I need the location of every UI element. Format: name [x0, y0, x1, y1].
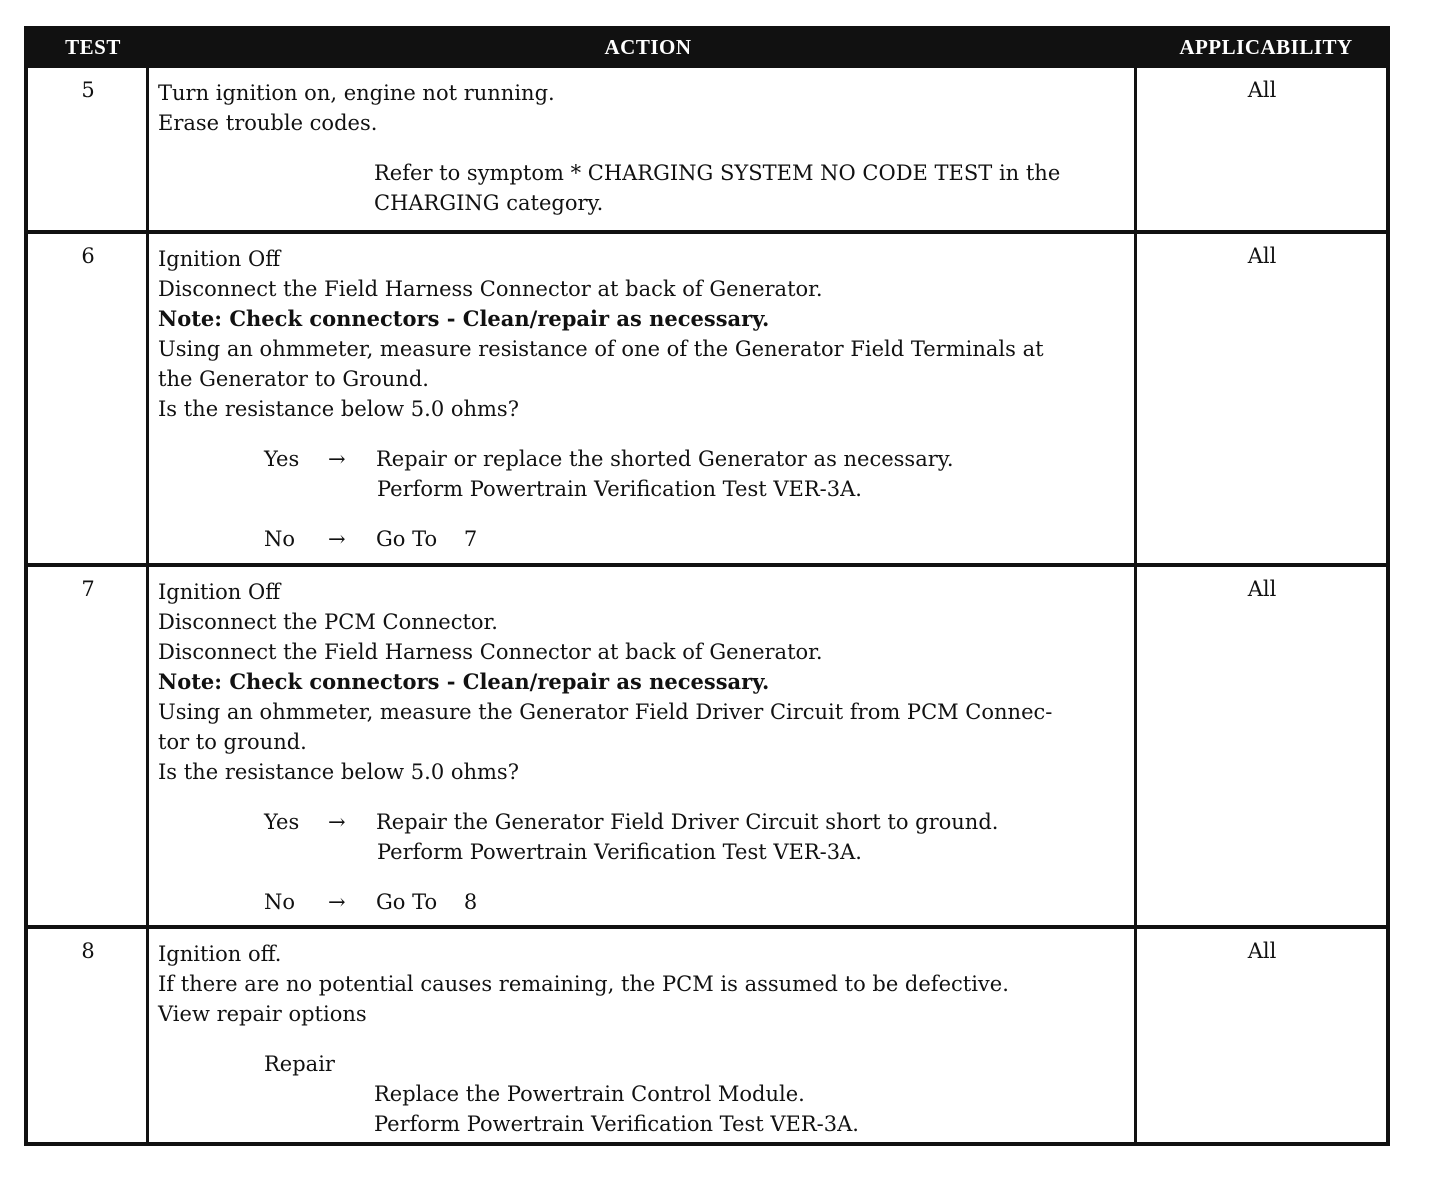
action-cell [158, 577, 1138, 917]
test-number: 6 [81, 244, 95, 268]
reference-line: Refer to symptom * CHARGING SYSTEM NO CODE TEST in the [374, 161, 1061, 185]
repair-label: Repair [264, 1052, 335, 1076]
table-header [28, 30, 1386, 68]
action-line: Turn ignition on, engine not running. [158, 81, 555, 105]
diagnostic-test-table [24, 26, 1390, 1146]
yes-result-cont: Perform Powertrain Verification Test VER-3A. [377, 840, 862, 864]
no-result: Go To 7 [376, 527, 478, 551]
note-line: Note: Check connectors - Clean/repair as necessary. [158, 306, 770, 331]
no-result: Go To 8 [376, 890, 478, 914]
action-line: Ignition Off [158, 580, 281, 604]
arrow-right-icon: → [328, 890, 346, 914]
action-line: If there are no potential causes remaining, the PCM is assumed to be defective. [158, 972, 1009, 996]
yes-result: Repair the Generator Field Driver Circuit short to ground. [376, 810, 999, 834]
reference-line: CHARGING category. [374, 191, 604, 215]
applicability-value: All [1247, 78, 1277, 102]
action-line: Ignition Off [158, 247, 281, 271]
action-cell [158, 78, 1138, 218]
column-divider [146, 234, 149, 563]
test-number: 5 [81, 78, 95, 102]
repair-step: Perform Powertrain Verification Test VER-3A. [374, 1112, 859, 1136]
test-row-6 [28, 230, 1386, 563]
yes-result: Repair or replace the shorted Generator as necessary. [376, 447, 954, 471]
column-divider [146, 567, 149, 925]
test-row-7 [28, 563, 1386, 925]
header-applicability: APPLICABILITY [1179, 35, 1353, 59]
action-line: Using an ohmmeter, measure the Generator Field Driver Circuit from PCM Connec- [158, 700, 1053, 724]
action-line: Disconnect the Field Harness Connector at back of Generator. [158, 277, 823, 301]
applicability-value: All [1247, 939, 1277, 963]
no-label: No [264, 890, 296, 914]
yes-label: Yes [264, 447, 300, 471]
test-number: 8 [81, 939, 95, 963]
action-line: View repair options [158, 1002, 367, 1026]
test-row-8 [28, 925, 1386, 1142]
note-line: Note: Check connectors - Clean/repair as necessary. [158, 669, 770, 694]
question-line: Is the resistance below 5.0 ohms? [158, 397, 519, 421]
yes-answer [158, 807, 1138, 837]
action-line: Using an ohmmeter, measure resistance of one of the Generator Field Terminals at [158, 337, 1044, 361]
yes-result-cont: Perform Powertrain Verification Test VER-3A. [377, 477, 862, 501]
action-line: the Generator to Ground. [158, 367, 429, 391]
arrow-right-icon: → [328, 527, 346, 551]
action-line: Disconnect the Field Harness Connector at back of Generator. [158, 640, 823, 664]
no-label: No [264, 527, 296, 551]
action-line: Erase trouble codes. [158, 111, 378, 135]
arrow-right-icon: → [328, 810, 346, 834]
yes-answer [158, 444, 1138, 474]
no-answer [158, 524, 1138, 554]
test-row-5 [28, 68, 1386, 230]
header-action: ACTION [604, 35, 692, 59]
question-line: Is the resistance below 5.0 ohms? [158, 760, 519, 784]
applicability-value: All [1247, 244, 1277, 268]
action-cell [158, 939, 1138, 1139]
test-number: 7 [81, 577, 95, 601]
action-line: tor to ground. [158, 730, 307, 754]
action-line: Ignition off. [158, 942, 282, 966]
no-answer [158, 887, 1138, 917]
header-test: TEST [65, 35, 121, 59]
action-line: Disconnect the PCM Connector. [158, 610, 498, 634]
repair-step: Replace the Powertrain Control Module. [374, 1082, 805, 1106]
yes-label: Yes [264, 810, 300, 834]
applicability-value: All [1247, 577, 1277, 601]
action-cell [158, 244, 1138, 554]
arrow-right-icon: → [328, 447, 346, 471]
